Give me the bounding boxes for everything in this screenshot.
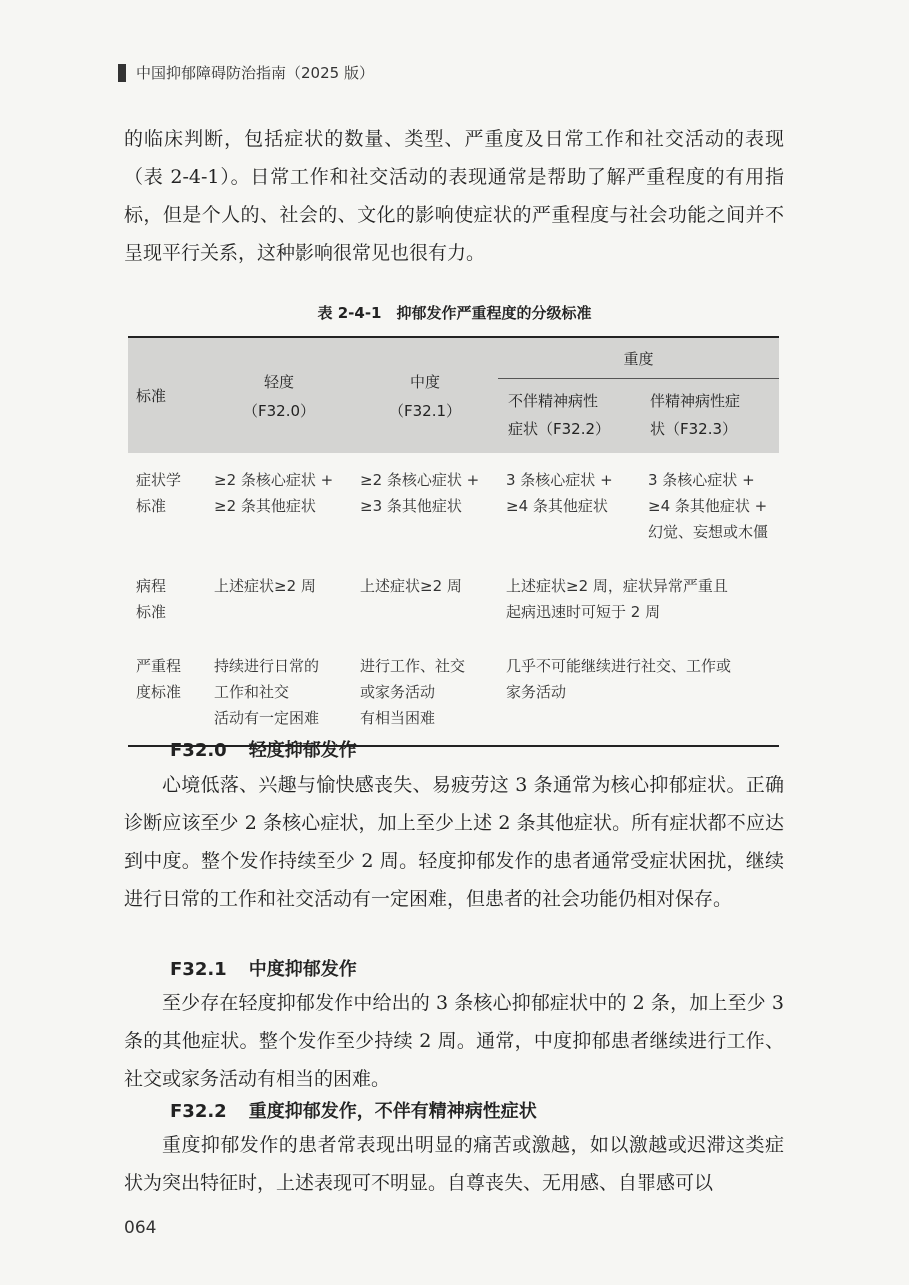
cell-line: ≥4 条其他症状 + (648, 497, 768, 515)
section-body-f32-1: 至少存在轻度抑郁发作中给出的 3 条核心抑郁症状中的 2 条，加上至少 3 条的其他症状。整个发作至少持续 2 周。通常，中度抑郁患者继续进行工作、社交或家务活动有相当的困难。 (124, 992, 784, 1090)
section-title: 中度抑郁发作 (248, 959, 357, 980)
header-severe-no-psych-label: 不伴精神病性 (508, 392, 599, 410)
cell-line: 有相当困难 (360, 709, 436, 727)
cell-line: 上述症状≥2 周 (214, 577, 316, 595)
cell-line: 上述症状≥2 周 (360, 577, 462, 595)
cell-line: 3 条核心症状 + (506, 471, 613, 489)
cell-line: ≥2 条核心症状 + (214, 471, 334, 489)
header-mild-code: （F32.0） (242, 401, 316, 420)
header-severe-psych-code: 状（F32.3） (650, 420, 738, 438)
row-label-line: 标准 (136, 497, 167, 515)
cell-mild (206, 639, 352, 746)
table-caption: 表 2-4-1 抑郁发作严重程度的分级标准 (317, 304, 592, 322)
header-moderate (352, 338, 498, 453)
row-label-line: 严重程 (136, 657, 182, 675)
table-row-duration-criteria (128, 559, 779, 639)
header-mild-label: 轻度 (263, 372, 294, 391)
section-code: F32.0 (170, 740, 227, 761)
row-label (128, 453, 206, 559)
header-severe-no-psych (498, 379, 640, 454)
cell-severe (498, 559, 779, 639)
intro-paragraph: 的临床判断，包括症状的数量、类型、严重度及日常工作和社交活动的表现（表 2-4-1）。日常工作和社交活动的表现通常是帮助了解严重程度的有用指标，但是个人的、社会的、文化的影响使症状的严重程度与社会功能之间并不呈现平行关系，这种影响很常见也很有力。 (124, 128, 784, 264)
cell-line: ≥2 条核心症状 + (360, 471, 480, 489)
header-severe-psych (640, 379, 779, 454)
cell-moderate (352, 559, 498, 639)
page-number: 064 (124, 1218, 157, 1238)
section-code: F32.1 (170, 959, 227, 980)
cell-moderate (352, 453, 498, 559)
severity-grading-table (128, 336, 779, 747)
cell-line: ≥2 条其他症状 (214, 497, 316, 515)
cell-line: 持续进行日常的 (214, 657, 320, 675)
cell-severe-no-psych (498, 453, 640, 559)
row-label (128, 559, 206, 639)
row-label-line: 度标准 (136, 683, 182, 701)
header-moderate-code: （F32.1） (388, 401, 462, 420)
header-title: 中国抑郁障碍防治指南（2025 版） (136, 64, 374, 82)
header-severe-no-psych-code: 症状（F32.2） (508, 420, 611, 438)
cell-line: 上述症状≥2 周，症状异常严重且 (506, 577, 728, 595)
cell-line: 3 条核心症状 + (648, 471, 755, 489)
header-bar-marker (118, 64, 126, 82)
section-title: 轻度抑郁发作 (248, 740, 357, 761)
cell-line: 幻觉、妄想或木僵 (648, 523, 769, 541)
cell-severe-psych (640, 453, 779, 559)
cell-line: 起病迅速时可短于 2 周 (506, 603, 661, 621)
cell-line: 或家务活动 (360, 683, 436, 701)
cell-line: 家务活动 (506, 683, 567, 701)
running-header (118, 62, 374, 83)
table-row-symptom-criteria (128, 453, 779, 559)
header-severe: 重度 (498, 338, 779, 379)
table-row-severity-criteria (128, 639, 779, 746)
row-label-line: 病程 (136, 577, 167, 595)
severity-table-wrapper (128, 336, 779, 747)
row-label-line: 标准 (136, 603, 167, 621)
section-body-f32-2: 重度抑郁发作的患者常表现出明显的痛苦或激越，如以激越或迟滞这类症状为突出特征时，上述表现可不明显。自尊丧失、无用感、自罪感可以 (124, 1134, 784, 1194)
section-code: F32.2 (170, 1101, 227, 1122)
header-severe-psych-label: 伴精神病性症 (650, 392, 741, 410)
cell-line: 工作和社交 (214, 683, 290, 701)
section-title: 重度抑郁发作，不伴有精神病性症状 (248, 1101, 537, 1122)
header-criteria: 标准 (128, 338, 206, 453)
cell-moderate (352, 639, 498, 746)
row-label (128, 639, 206, 746)
cell-mild (206, 559, 352, 639)
header-moderate-label: 中度 (409, 372, 440, 391)
section-heading-f32-1 (170, 955, 357, 981)
cell-line: 进行工作、社交 (360, 657, 466, 675)
cell-line: ≥4 条其他症状 (506, 497, 608, 515)
row-label-line: 症状学 (136, 471, 182, 489)
header-mild (206, 338, 352, 453)
section-heading-f32-0 (170, 736, 357, 762)
cell-line: ≥3 条其他症状 (360, 497, 462, 515)
cell-mild (206, 453, 352, 559)
cell-severe (498, 639, 779, 746)
section-heading-f32-2 (170, 1097, 537, 1123)
cell-line: 活动有一定困难 (214, 709, 320, 727)
cell-line: 几乎不可能继续进行社交、工作或 (506, 657, 732, 675)
section-body-f32-0: 心境低落、兴趣与愉快感丧失、易疲劳这 3 条通常为核心抑郁症状。正确诊断应该至少 2 条核心症状，加上至少上述 2 条其他症状。所有症状都不应达到中度。整个发作持续至少 2 周。轻度抑郁发作的患者通常受症状困扰，继续进行日常的工作和社交活动有一定困难，但患者的社会功能仍相对保存。 (124, 774, 784, 910)
